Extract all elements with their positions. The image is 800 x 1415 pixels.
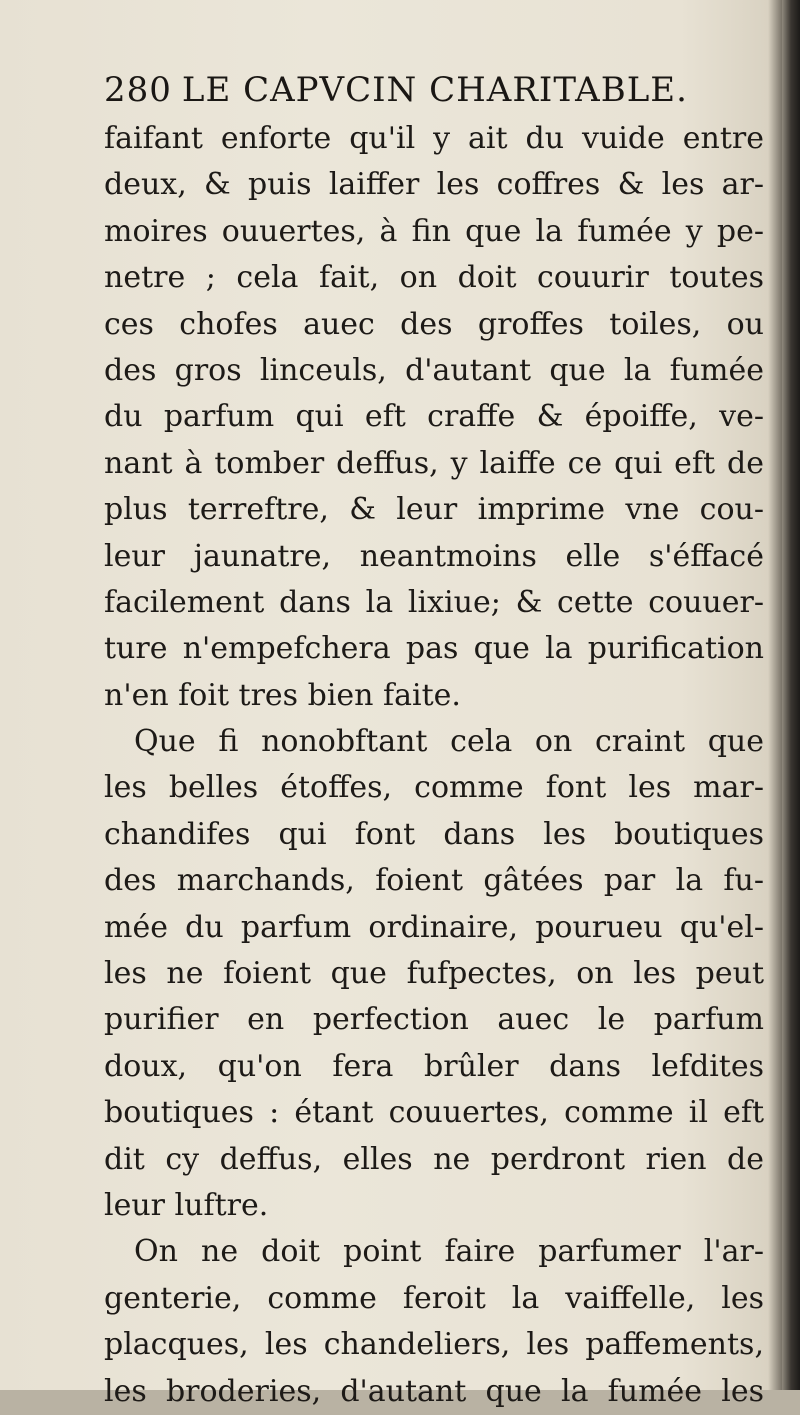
text-line: genterie, comme feroit la vaiffelle, les <box>104 1280 764 1316</box>
text-line: doux, qu'on fera brûler dans lefdites <box>104 1048 764 1084</box>
text-line: leur luftre. <box>104 1187 269 1223</box>
text-line: faifant enforte qu'il y ait du vuide entre <box>104 121 764 156</box>
text-line: facilement dans la lixiue; & cette couuer- <box>104 584 764 620</box>
text-line: leur jaunatre, neantmoins elle s'éffacé <box>104 538 764 574</box>
running-title: LE CAPVCIN CHARITABLE. <box>181 70 688 110</box>
body-text <box>104 116 764 1415</box>
text-line: ces chofes auec des groffes toiles, ou <box>104 306 764 342</box>
text-line: purifier en perfection auec le parfum <box>104 1002 764 1038</box>
text-line: deux, & puis laiffer les coffres & les ar- <box>104 167 764 203</box>
text-line: nant à tomber deffus, y laiffe ce qui eft de <box>104 445 764 481</box>
text-line: les ne foient que fufpectes, on les peut <box>104 956 764 992</box>
text-line: n'en foit tres bien faite. <box>104 677 461 713</box>
text-line: placques, les chandeliers, les paffements, <box>104 1327 764 1363</box>
text-line: ture n'empefchera pas que la purification <box>104 631 764 667</box>
text-line: les belles étoffes, comme font les mar- <box>104 770 764 806</box>
text-line: plus terreftre, & leur imprime vne cou- <box>104 492 764 528</box>
text-line: les broderies, d'autant que la fumée les <box>104 1373 764 1409</box>
text-line: mée du parfum ordinaire, pourueu qu'el- <box>104 909 764 945</box>
text-line: des gros linceuls, d'autant que la fumée <box>104 352 764 388</box>
text-line: des marchands, foient gâtées par la fu- <box>104 863 764 899</box>
page-number: 280 <box>104 70 172 110</box>
text-line: boutiques : étant couuertes, comme il eft <box>104 1095 764 1131</box>
text-line: moires ouuertes, à fin que la fumée y pe- <box>104 213 764 249</box>
text-line: chandifes qui font dans les boutiques <box>104 816 764 852</box>
book-gutter-shadow <box>782 0 800 1390</box>
text-line: On ne doit point faire parfumer l'ar- <box>134 1234 764 1270</box>
text-line: netre ; cela fait, on doit couurir toutes <box>104 260 764 296</box>
text-line: du parfum qui eft craffe & époiffe, ve- <box>104 399 764 435</box>
running-header <box>104 70 744 122</box>
text-line: dit cy deffus, elles ne perdront rien de <box>104 1141 764 1177</box>
text-line: Que fi nonobftant cela on craint que <box>134 724 764 760</box>
